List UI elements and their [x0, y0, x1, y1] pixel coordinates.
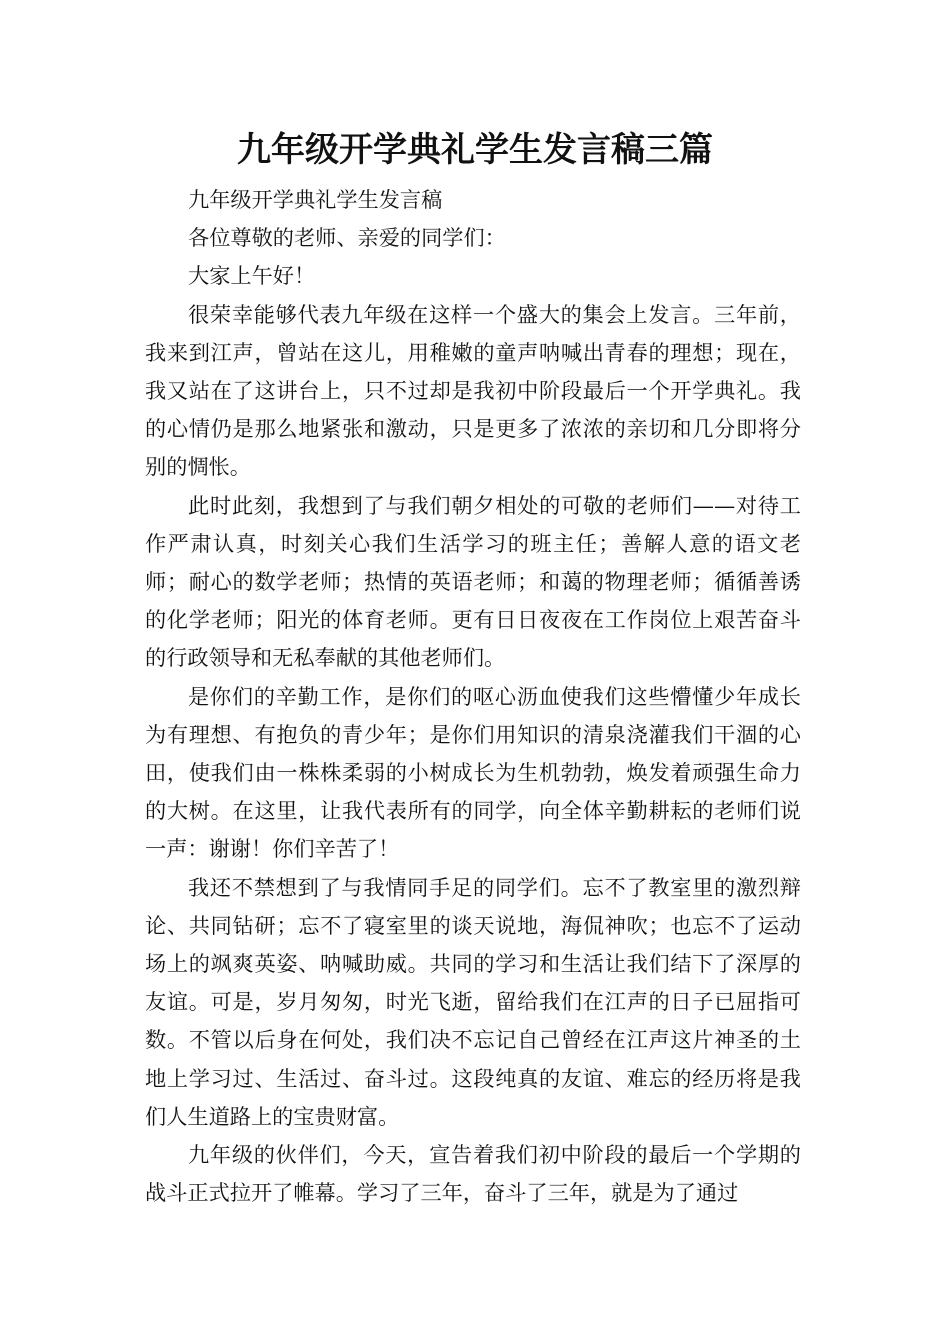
body-paragraph: 是你们的辛勤工作，是你们的呕心沥血使我们这些懵懂少年成长为有理想、有抱负的青少年；是你们用知识的清泉浇灌我们干涸的心田，使我们由一株株柔弱的小树成长为生机勃勃，焕发着顽强生命力的大树。在这里，让我代表所有的同学，向全体辛勤耕耘的老师们说一声：谢谢！你们辛苦了！ — [145, 683, 801, 862]
body-paragraph: 九年级的伙伴们，今天，宣告着我们初中阶段的最后一个学期的战斗正式拉开了帷幕。学习了三年，奋斗了三年，就是为了通过 — [145, 1142, 801, 1206]
body-paragraph: 很荣幸能够代表九年级在这样一个盛大的集会上发言。三年前，我来到江声，曾站在这儿，用稚嫩的童声呐喊出青春的理想；现在，我又站在了这讲台上，只不过却是我初中阶段最后一个开学典礼。我的心情仍是那么地紧张和激动，只是更多了浓浓的亲切和几分即将分别的惆怅。 — [145, 301, 801, 480]
salutation-paragraph: 各位尊敬的老师、亲爱的同学们： — [188, 225, 506, 251]
subtitle-paragraph: 九年级开学典礼学生发言稿 — [188, 187, 443, 212]
document-body — [145, 181, 801, 1212]
body-paragraph: 此时此刻，我想到了与我们朝夕相处的可敬的老师们——对待工作严肃认真，时刻关心我们生活学习的班主任；善解人意的语文老师；耐心的数学老师；热情的英语老师；和蔼的物理老师；循循善诱的化学老师；阳光的体育老师。更有日日夜夜在工作岗位上艰苦奋斗的行政领导和无私奉献的其他老师们。 — [145, 492, 801, 671]
greeting-paragraph: 大家上午好！ — [188, 263, 316, 289]
body-paragraph: 我还不禁想到了与我情同手足的同学们。忘不了教室里的激烈辩论、共同钻研；忘不了寝室里的谈天说地，海侃神吹；也忘不了运动场上的飒爽英姿、呐喊助威。共同的学习和生活让我们结下了深厚的友谊。可是，岁月匆匆，时光飞逝，留给我们在江声的日子已屈指可数。不管以后身在何处，我们决不忘记自己曾经在江声这片神圣的土地上学习过、生活过、奋斗过。这段纯真的友谊、难忘的经历将是我们人生道路上的宝贵财富。 — [145, 874, 801, 1129]
document-title: 九年级开学典礼学生发言稿三篇 — [237, 130, 713, 170]
